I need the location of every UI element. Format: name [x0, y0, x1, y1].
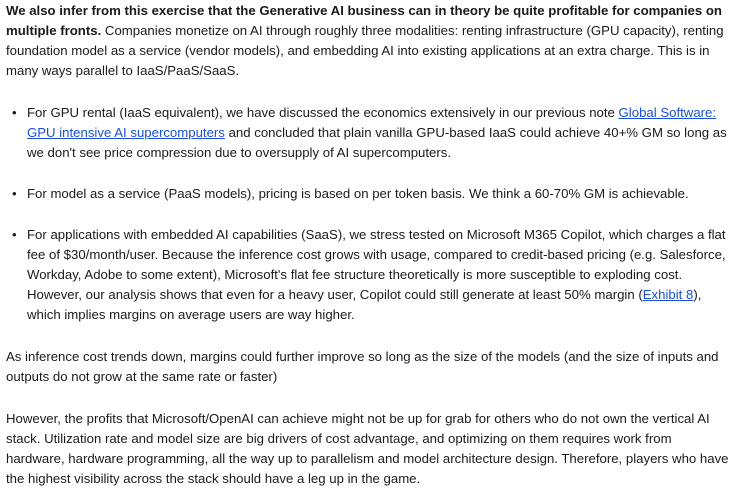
saas-text-before: For applications with embedded AI capabilities (SaaS), we stress tested on Microsoft M365 Copilot, which charges a flat fee of $30/month/user. Because the inference cost grows with usage, compared to credit-based pricing (e.g. Salesforce, Workday, Adobe to some extent), Microsoft's flat fee structure theoretically is more susceptible to exploding cost. However, our analysis shows that even for a heavy user, Copilot could still generate at least 50% margin ( — [27, 227, 726, 302]
bullet-dot: • — [12, 186, 17, 201]
profits-paragraph: However, the profits that Microsoft/OpenAI can achieve might not be up for grab for others who do not own the vertical AI stack. Utilization rate and model size are big drivers of cost advantage, and optimizing on them requires work from hardware, hardware programming, all the way up to parallelism and model architecture design. Therefore, players who have the highest visibility across the stack should have a leg up in the game. — [6, 411, 729, 486]
bullet-gpu-rental — [6, 103, 731, 163]
intro-text: Companies monetize on AI through roughly three modalities: renting infrastructure (GPU capacity), renting foundation model as a service (vendor models), and embedding AI into existing applications at an extra charge. This is in many ways parallel to IaaS/PaaS/SaaS. — [6, 23, 724, 78]
saas-text-after: ), which implies margins on average users are way higher. — [27, 287, 702, 322]
bullet-saas — [6, 225, 731, 325]
gpu-text-before: For GPU rental (IaaS equivalent), we have discussed the economics extensively in our previous note — [27, 105, 619, 120]
intro-bold-lead: We also infer from this exercise that the Generative AI business can in theory be quite profitable for companies on multiple fronts. — [6, 3, 722, 38]
gpu-text-after: and concluded that plain vanilla GPU-based IaaS could achieve 40+% GM so long as we don't see price compression due to oversupply of AI supercomputers. — [27, 125, 727, 160]
bullet-list — [6, 103, 731, 325]
paas-text: For model as a service (PaaS models), pricing is based on per token basis. We think a 60-70% GM is achievable. — [27, 186, 689, 201]
exhibit-8-link[interactable]: Exhibit 8 — [642, 287, 694, 302]
bullet-dot: • — [12, 227, 17, 242]
inference-cost-paragraph: As inference cost trends down, margins could further improve so long as the size of the models (and the size of inputs and outputs do not grow at the same rate or faster) — [6, 349, 719, 384]
intro-paragraph — [6, 1, 731, 81]
bullet-paas — [6, 184, 731, 204]
bullet-dot: • — [12, 105, 17, 120]
global-software-note-link[interactable]: Global Software: GPU intensive AI supercomputers — [27, 105, 717, 140]
